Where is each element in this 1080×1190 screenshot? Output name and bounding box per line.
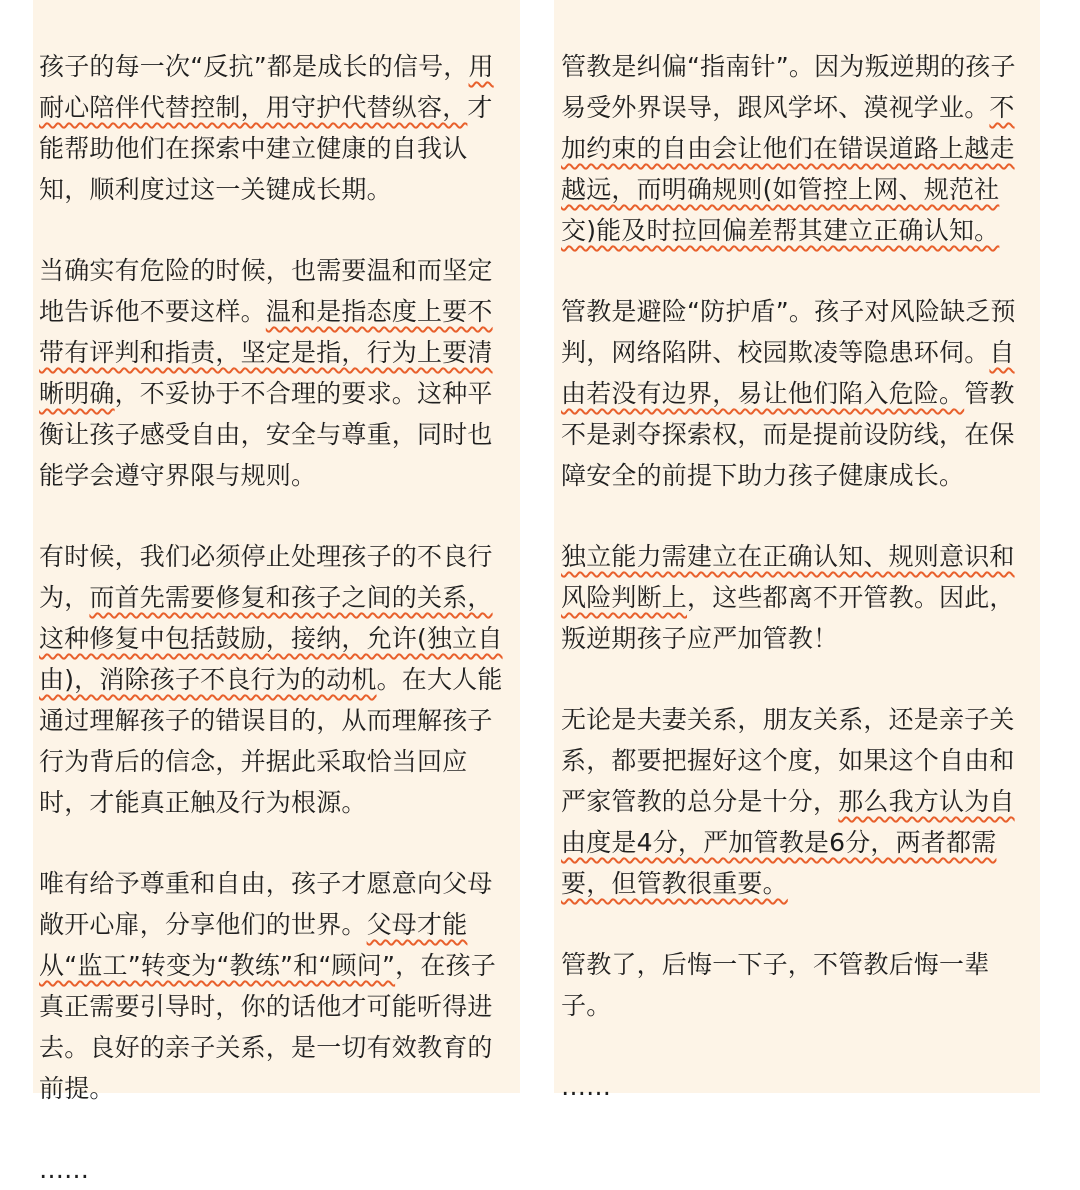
text-segment: 无论是夫妻关系，朋友关系，还是亲子关系，都要把握好这个度，如果这个自由和严家管教的总分是十分，	[561, 705, 1015, 816]
text-segment: 唯有给予尊重和自由，孩子才愿意向父母敞开心扉，分享他们的世界。	[39, 869, 493, 939]
text-segment: 管教是纠偏“指南针”。因为叛逆期的孩子易受外界误导，跟风学坏、漠视学业。	[561, 52, 1016, 122]
right-paragraph-2	[561, 291, 1031, 496]
right-paragraph-3	[561, 536, 1031, 659]
underlined-segment: 温和是指态度上要不带有评判和指责，坚定是指，行为上要清晰明确	[39, 297, 493, 408]
underlined-segment: 而首先需要修复和孩子之间的关系，这种修复中包括鼓励，接纳，允许(独立自由)，消除孩子不良行为的动机	[39, 583, 503, 694]
text-segment: 当确实有危险的时候，也需要温和而坚定地告诉他不要这样。	[39, 256, 493, 326]
left-paragraph-4	[39, 863, 509, 1109]
text-segment: 管教是避险“防护盾”。孩子对风险缺乏预判，网络陷阱、校园欺凌等隐患环伺。	[561, 297, 1016, 367]
text-segment: ，不妥协于不合理的要求。这种平衡让孩子感受自由，安全与尊重，同时也能学会遵守界限与规则。	[39, 379, 493, 490]
right-column	[554, 0, 1040, 1101]
left-column	[33, 0, 520, 1184]
text-segment: 管教不是剥夺探索权，而是提前设防线，在保障安全的前提下助力孩子健康成长。	[561, 379, 1015, 490]
underlined-segment: 独立能力需建立在正确认知、规则意识和风险判断上	[561, 542, 1015, 612]
text-segment: 孩子的每一次“反抗”都是成长的信号，	[39, 52, 469, 81]
text-segment: 。在大人能通过理解孩子的错误目的，从而理解孩子行为背后的信念，并据此采取恰当回应时，才能真正触及行为根源。	[39, 665, 503, 817]
text-segment: 管教了，后悔一下子，不管教后悔一辈子。	[561, 950, 990, 1020]
left-paragraph-3	[39, 536, 509, 823]
text-segment: ，这些都离不开管教。因此，叛逆期孩子应严加管教！	[561, 583, 1015, 653]
text-segment: 有时候，我们必须停止处理孩子的不良行为，	[39, 542, 493, 612]
left-paragraph-2	[39, 250, 509, 496]
underlined-segment: 用耐心陪伴代替控制，用守护代替纵容，	[39, 52, 494, 122]
text-segment: 才能帮助他们在探索中建立健康的自我认知，顺利度过这一关键成长期。	[39, 93, 493, 204]
left-ellipsis: ……	[39, 1155, 89, 1184]
right-paragraph-5	[561, 944, 1031, 1026]
right-paragraph-1	[561, 46, 1031, 251]
right-paragraph-4	[561, 699, 1031, 904]
underlined-segment: 那么我方认为自由度是4分，严加管教是6分，两者都需要，但管教很重要。	[561, 787, 1015, 898]
text-segment: ，在孩子真正需要引导时，你的话他才可能听得进去。良好的亲子关系，是一切有效教育的前提。	[39, 951, 496, 1103]
underlined-segment: 父母才能从“监工”转变为“教练”和“顾问”	[39, 910, 468, 980]
right-ellipsis: ……	[561, 1072, 611, 1101]
left-paragraph-1	[39, 46, 509, 210]
underlined-segment: 不加约束的自由会让他们在错误道路上越走越远，而明确规则(如管控上网、规范社交)能及时拉回偏差帮其建立正确认知。	[561, 93, 1015, 245]
underlined-segment: 自由若没有边界，易让他们陷入危险。	[561, 338, 1015, 408]
